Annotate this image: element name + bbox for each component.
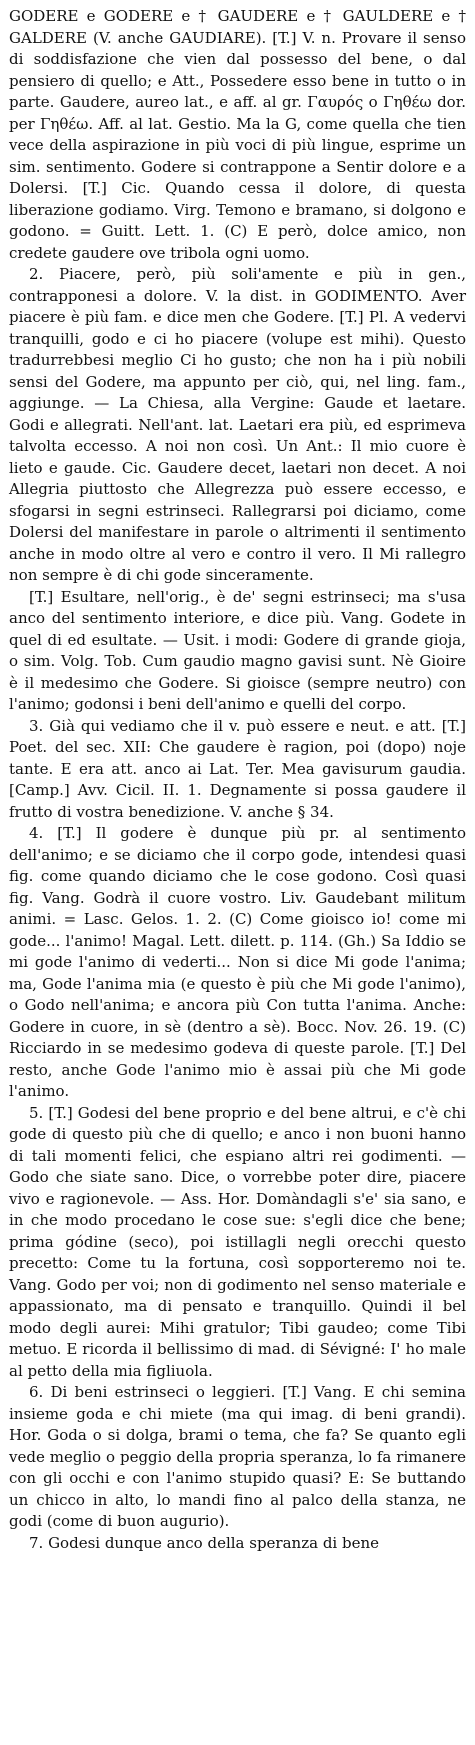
sense-6-paragraph: 6. Di beni estrinseci o leggieri. [T.] Vang. E chi semina insieme goda e chi miete (ma qui imag. di beni grandi). Hor. Goda o si dolga, brami o tema, che fa? Se quanto egli vede meglio o peggio della propria speranza, lo fa rimanere con gli occhi e con l'animo stupido quasi? E: Se buttando un chicco in alto, lo mandi fino al palco della stanza, ne godi (come di buon augurio). (9, 1383, 466, 1530)
sense-7-paragraph: 7. Godesi dunque anco della speranza di bene (29, 1533, 380, 1552)
sense-2-paragraph: 2. Piacere, però, più soli'amente e più in gen., contrapponesi a dolore. V. la dist. in GODIMENTO. Aver piacere è più fam. e dice men che Godere. [T.] Pl. A vedervi tranquilli, godo e ci ho piacere (volupe est mihi). Questo tradurrebbesi meglio Ci ho gusto; che non ha i più nobili sensi del Godere, ma appunto per ciò, qui, nel ling. fam., aggiunge. — La Chiesa, alla Vergine: Gaude et laetare. Godi e allegrati. Nell'ant. lat. Laetari era più, ed esprimeva talvolta eccesso. A noi non così. Un Ant.: Il mio cuore è lieto e gaude. Cic. Gaudere decet, laetari non decet. A noi Allegria piuttosto che Allegrezza può essere eccesso, e sfogarsi in segni estrinseci. Rallegrarsi poi diciamo, come Dolersi del manifestare in parole o altrimenti il sentimento anche in modo oltre al vero e contro il vero. Il Mi rallegro non sempre è di chi gode sinceramente. (9, 265, 466, 584)
entry-headword-paragraph: GODERE e GODERE e † GAUDERE e † GAULDERE e † GALDERE (V. anche GAUDIARE). [T.] V. n. Provare il senso di soddisfazione che vien dal possesso del bene, o dal pensiero di quello; e Att., Possedere esso bene in tutto o in parte. Gaudere, aureo lat., e aff. al gr. Γαυρός o Γηθέω dor. per Γηθέω. Aff. al lat. Gestio. Ma la G, come quella che tien vece della aspirazione in più voci di più lingue, esprime un sim. sentimento. Godere si contrappone a Sentir dolore e a Dolersi. [T.] Cic. Quando cessa il dolore, di questa liberazione godiamo. Virg. Temono e bramano, si dolgono e godono. = Guitt. Lett. 1. (C) E però, dolce amico, non credete gaudere ove tribola ogni uomo. (9, 7, 466, 262)
sense-3-paragraph: 3. Già qui vediamo che il v. può essere e neut. e att. [T.] Poet. del sec. XII: Che gaudere è ragion, poi (dopo) noje tante. E era att. anco ai Lat. Ter. Mea gavisurum gaudia. [Camp.] Avv. Cicil. II. 1. Degnamente si possa gaudere il frutto di vostra benedizione. V. anche § 34. (9, 716, 466, 821)
sense-5-paragraph: 5. [T.] Godesi del bene proprio e del bene altrui, e c'è chi gode di questo più che di quello; e anco i non buoni hanno di tali momenti felici, che espiano altri rei godimenti. — Godo che siate sano. Dice, o vorrebbe poter dire, piacere vivo e ragionevole. — Ass. Hor. Domàndagli s'e' sia sano, e in che modo procedano le cose sue: s'egli dice che bene; prima gódine (seco), poi istillagli negli orecchi questo precetto: Come tu la fortuna, così sopporteremo noi te. Vang. Godo per voi; non di godimento nel senso materiale e appassionato, ma di pensato e tranquillo. Quindi il bel modo degli aurei: Mihi gratulor; Tibi gaudeo; come Tibi metuo. E ricorda il bellissimo di mad. di Sévigné: I' ho male al petto della mia figliuola. (9, 1103, 466, 1380)
sense-4-paragraph: 4. [T.] Il godere è dunque più pr. al sentimento dell'animo; e se diciamo che il corpo gode, intendesi quasi fig. come quando diciamo che le cose godono. Così quasi fig. Vang. Godrà il cuore vostro. Liv. Gaudebant militum animi. = Lasc. Gelos. 1. 2. (C) Come gioisco io! come mi gode... l'animo! Magal. Lett. dilett. p. 114. (Gh.) Sa Iddio se mi gode l'animo di vederti... Non si dice Mi gode l'anima; ma, Gode l'anima mia (e questo è più che Mi gode l'animo), o Godo nell'anima; e ancora più Con tutta l'anima. Anche: Godere in cuore, in sè (dentro a sè). Bocc. Nov. 26. 19. (C) Ricciardo in se medesimo godeva di queste parole. [T.] Del resto, anche Gode l'animo mio è assai più che Mi gode l'animo. (9, 824, 466, 1100)
sense-2-note-paragraph: [T.] Esultare, nell'orig., è de' segni estrinseci; ma s'usa anco del sentimento interiore, e dice più. Vang. Godete in quel di ed esultate. — Usit. i modi: Godere di grande gioja, o sim. Volg. Tob. Cum gaudio magno gavisi sunt. Nè Gioire è il medesimo che Godere. Si gioisce (sempre neutro) con l'animo; godonsi i beni dell'animo e quelli del corpo. (9, 587, 466, 713)
